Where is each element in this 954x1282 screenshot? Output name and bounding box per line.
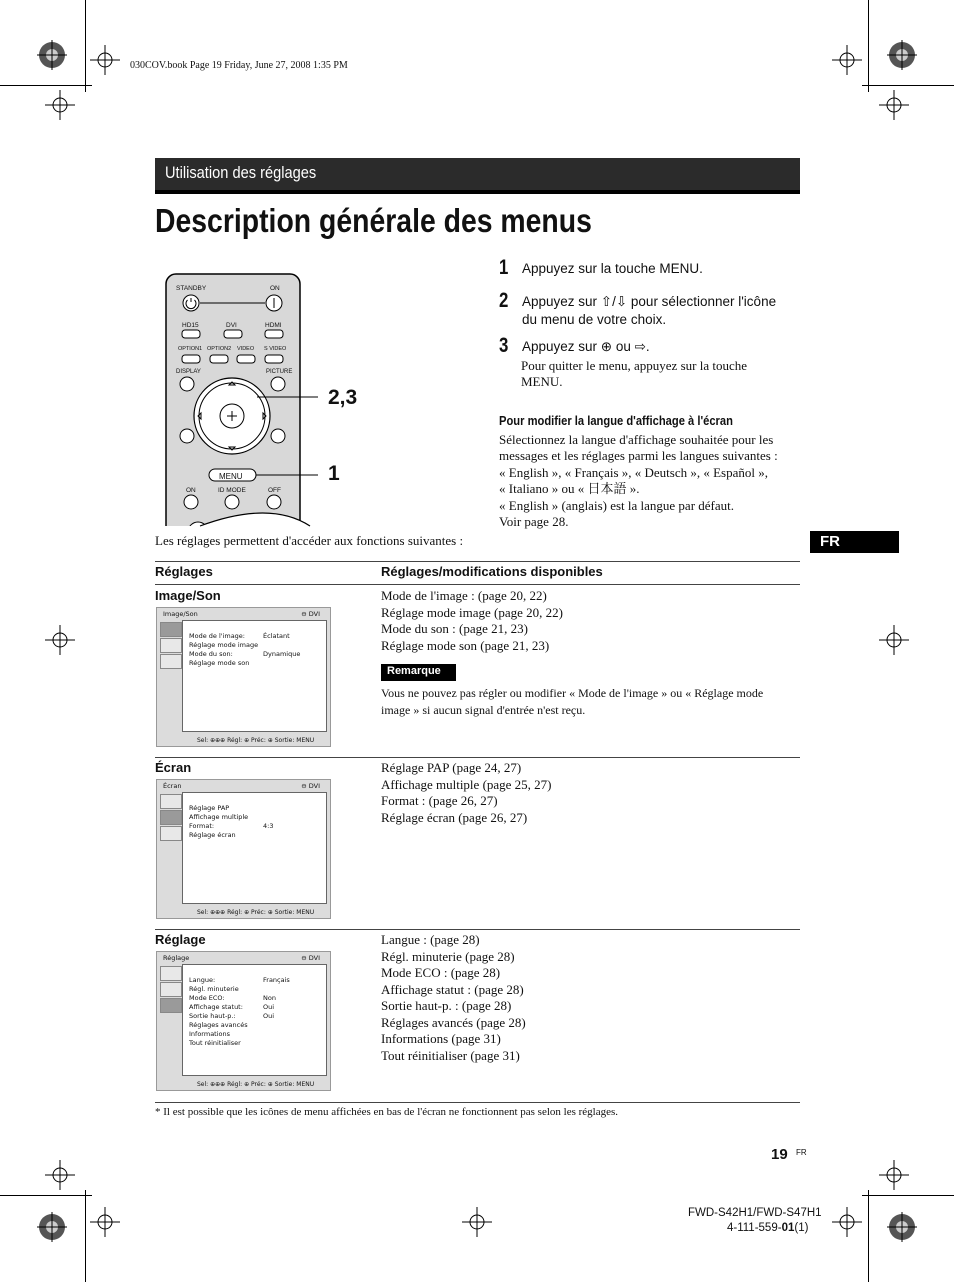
table-header-col1: Réglages <box>155 564 213 579</box>
osd-screen-image-son: Image/Son ⊖ DVI Mode de l'image: Éclatant Réglage mode image Mode du son: Dynamique Réglage mode son Sel: ⊕⊕⊕ Régl: ⊕ Préc: ⊕ Sortie: MENU <box>156 607 331 747</box>
crosshair-mark-icon <box>45 625 75 655</box>
step-text: Appuyez sur la touche MENU. <box>522 261 703 276</box>
crosshair-mark-icon <box>45 90 75 120</box>
row-items: Langue : (page 28) Régl. minuterie (page 28) Mode ECO : (page 28) Affichage statut : (page 28) Sortie haut-p. : (page 28) Réglages avancés (page 28) Informations (page 31) Tout réinitialiser (page 31) <box>381 932 526 1063</box>
row-items: Mode de l'image : (page 20, 22) Réglage mode image (page 20, 22) Mode du son : (page 21, 23) Réglage mode son (page 21, 23) <box>381 588 563 653</box>
step-subtext: MENU. <box>521 374 563 389</box>
crosshair-mark-icon <box>879 1160 909 1190</box>
language-line: « English » (anglais) est la langue par défaut. <box>499 498 735 513</box>
remote-label-hdmi: HDMI <box>265 322 282 329</box>
remote-label-picture: PICTURE <box>266 369 293 375</box>
intro-text: Les réglages permettent d'accéder aux fonctions suivantes : <box>155 533 464 548</box>
remote-label-on-bottom: ON <box>186 487 196 494</box>
remote-label-display: DISPLAY <box>176 369 201 375</box>
remote-label-dvi: DVI <box>226 322 237 329</box>
crosshair-mark-icon <box>832 45 862 75</box>
remote-label-standby: STANDBY <box>176 285 207 292</box>
language-line: Sélectionnez la langue d'affichage souhaitée pour les <box>499 432 774 447</box>
step-number: 2 <box>499 289 509 312</box>
crosshair-mark-icon <box>90 45 120 75</box>
footnote: * Il est possible que les icônes de menu affichées en bas de l'écran ne fonctionnent pas selon les réglages. <box>155 1106 619 1118</box>
note-text: image » si aucun signal d'entrée n'est reçu. <box>381 703 586 717</box>
remote-label-hd15: HD15 <box>182 322 199 329</box>
language-heading: Pour modifier la langue d'affichage à l'écran <box>499 413 733 428</box>
remote-label-menu: MENU <box>219 472 243 481</box>
crosshair-mark-icon <box>90 1207 120 1237</box>
remote-label-svideo: S VIDEO <box>264 346 287 352</box>
remote-label-video: VIDEO <box>237 346 255 352</box>
crosshair-mark-icon <box>879 625 909 655</box>
print-header: 030COV.book Page 19 Friday, June 27, 2008 1:35 PM <box>130 60 348 71</box>
osd-screen-ecran: Écran ⊖ DVI Réglage PAP Affichage multiple Format: 4:3 Réglage écran Sel: ⊕⊕⊕ Régl: ⊕ Préc: ⊕ Sortie: MENU <box>156 779 331 919</box>
step-text: Appuyez sur ⇧/⇩ pour sélectionner l'icône <box>522 294 777 309</box>
page-number: 19 <box>771 1146 788 1163</box>
callout-1: 1 <box>328 462 340 485</box>
note-badge: Remarque <box>381 664 456 681</box>
note-text: Vous ne pouvez pas régler ou modifier « Mode de l'image » ou « Réglage mode <box>381 686 764 700</box>
row-items: Réglage PAP (page 24, 27) Affichage multiple (page 25, 27) Format : (page 26, 27) Réglage écran (page 26, 27) <box>381 760 552 825</box>
section-title: Utilisation des réglages <box>165 163 317 182</box>
remote-label-option1: OPTION1 <box>178 346 203 352</box>
model-number: FWD-S42H1/FWD-S47H1 <box>688 1207 822 1219</box>
language-line: « Italiano » ou « 日本語 ». <box>499 481 640 496</box>
step-text: du menu de votre choix. <box>522 312 667 327</box>
section-header-bar <box>155 158 800 194</box>
step-text: Appuyez sur ⊕ ou ⇨. <box>522 339 650 354</box>
language-line: messages et les réglages parmi les langues suivantes : <box>499 448 778 463</box>
part-number: 4-111-559-01(1) <box>727 1222 809 1234</box>
crosshair-mark-icon <box>832 1207 862 1237</box>
callout-2-3: 2,3 <box>328 386 358 409</box>
osd-screen-reglage: Réglage ⊖ DVI Langue: Français Régl. minuterie Mode ECO: Non Affichage statut: Oui Sortie haut-p.: Oui Réglages avancés Informations Tout réinitialiser Sel: ⊕⊕⊕ Régl: ⊕ Préc: ⊕ Sortie: MENU <box>156 951 331 1091</box>
registration-mark-icon <box>887 40 917 70</box>
page-title: Description générale des menus <box>155 202 592 239</box>
registration-mark-icon <box>37 40 67 70</box>
remote-label-on: ON <box>270 285 280 292</box>
row-name: Image/Son <box>155 588 221 603</box>
crosshair-mark-icon <box>45 1160 75 1190</box>
language-tab: FR <box>810 531 899 553</box>
step-number: 3 <box>499 334 509 357</box>
language-line: « English », « Français », « Deutsch », « Español », <box>499 465 768 480</box>
registration-mark-icon <box>37 1212 67 1242</box>
remote-label-off: OFF <box>268 487 281 494</box>
language-line: Voir page 28. <box>499 514 569 529</box>
crosshair-mark-icon <box>879 90 909 120</box>
row-name: Réglage <box>155 932 206 947</box>
remote-label-option2: OPTION2 <box>207 346 232 352</box>
row-name: Écran <box>155 760 192 775</box>
step-subtext: Pour quitter le menu, appuyez sur la touche <box>521 358 747 373</box>
step-number: 1 <box>499 256 509 279</box>
crosshair-mark-icon <box>462 1207 492 1237</box>
remote-label-id-mode: ID MODE <box>218 487 246 494</box>
table-header-col2: Réglages/modifications disponibles <box>381 564 603 579</box>
page-number-suffix: FR <box>796 1148 807 1157</box>
registration-mark-icon <box>887 1212 917 1242</box>
